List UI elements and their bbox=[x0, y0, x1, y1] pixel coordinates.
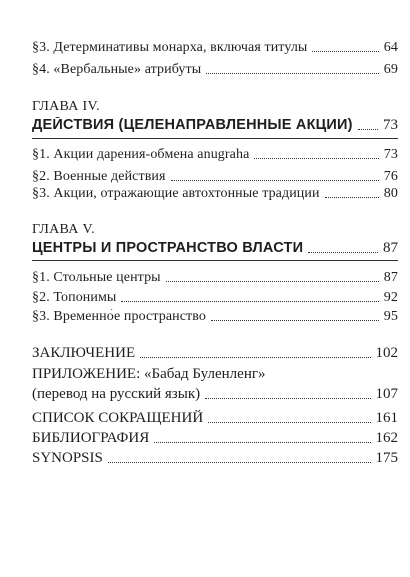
toc-entry-title: §1. Акции дарения-обмена anugraha bbox=[32, 147, 250, 162]
toc-entry-page: 92 bbox=[383, 290, 398, 305]
toc-entry-page: 107 bbox=[375, 386, 398, 402]
toc-entry-page: 87 bbox=[383, 240, 398, 256]
chapter-five-label: ГЛАВА V. bbox=[32, 222, 95, 237]
toc-entry-capital-centers[interactable] bbox=[32, 270, 398, 286]
toc-entry-title: §4. «Вербальные» атрибуты bbox=[32, 62, 202, 77]
toc-chapter-five[interactable] bbox=[32, 240, 398, 257]
dot-leader bbox=[205, 398, 370, 399]
toc-entry-temporal-space[interactable] bbox=[32, 309, 398, 325]
toc-entry-title: §2. Военные действия bbox=[32, 169, 166, 184]
toc-entry-page: 87 bbox=[383, 270, 398, 285]
dot-leader bbox=[211, 320, 379, 321]
dot-leader bbox=[171, 180, 379, 181]
toc-entry-page: 161 bbox=[375, 410, 398, 426]
dot-leader bbox=[358, 129, 378, 130]
toc-entry-page: 64 bbox=[383, 40, 398, 55]
dot-leader bbox=[140, 357, 370, 358]
dot-leader bbox=[108, 462, 371, 463]
dot-leader bbox=[121, 301, 378, 302]
chapter-divider bbox=[32, 260, 398, 261]
toc-entry-toponyms[interactable] bbox=[32, 290, 398, 306]
toc-entry-appendix[interactable] bbox=[32, 386, 398, 403]
toc-entry-title: SYNOPSIS bbox=[32, 450, 103, 466]
toc-entry-title: §3. Детерминативы монарха, включая титулы bbox=[32, 40, 308, 55]
toc-entry-abbreviations[interactable] bbox=[32, 410, 398, 427]
dot-leader bbox=[325, 197, 379, 198]
toc-entry-page: 69 bbox=[383, 62, 398, 77]
dot-leader bbox=[208, 422, 370, 423]
toc-entry-appendix-line1[interactable]: ПРИЛОЖЕНИЕ: «Бабад Буленленг» bbox=[32, 366, 266, 382]
dot-leader bbox=[154, 442, 370, 443]
dot-leader bbox=[206, 73, 379, 74]
toc-entry-autochthonous[interactable] bbox=[32, 186, 398, 202]
toc-entry-page: 162 bbox=[375, 430, 398, 446]
toc-entry-anugraha[interactable] bbox=[32, 147, 398, 163]
toc-entry-military-actions[interactable] bbox=[32, 169, 398, 185]
dot-leader bbox=[166, 281, 379, 282]
toc-entry-page: 76 bbox=[383, 169, 398, 184]
toc-entry-verbal-attributes[interactable] bbox=[32, 62, 398, 78]
toc-entry-title: ЗАКЛЮЧЕНИЕ bbox=[32, 345, 136, 361]
toc-entry-title: СПИСОК СОКРАЩЕНИЙ bbox=[32, 410, 204, 426]
toc-entry-title: §2. Топонимы bbox=[32, 290, 117, 305]
toc-entry-title: §1. Стольные центры bbox=[32, 270, 161, 285]
toc-entry-page: 175 bbox=[375, 450, 398, 466]
toc-chapter-four[interactable] bbox=[32, 117, 398, 134]
chapter-five-title: ЦЕНТРЫ И ПРОСТРАНСТВО ВЛАСТИ bbox=[32, 240, 304, 256]
chapter-divider bbox=[32, 138, 398, 139]
toc-entry-page: 73 bbox=[383, 117, 398, 133]
toc-entry-title: §3. Акции, отражающие автохтонные традиции bbox=[32, 186, 320, 201]
toc-entry-conclusion[interactable] bbox=[32, 345, 398, 362]
toc-entry-page: 73 bbox=[383, 147, 398, 162]
dot-leader bbox=[254, 158, 378, 159]
chapter-four-title: ДЕЙСТВИЯ (ЦЕЛЕНАПРАВЛЕННЫЕ АКЦИИ) bbox=[32, 117, 353, 133]
dot-leader bbox=[308, 252, 378, 253]
toc-entry-page: 102 bbox=[375, 345, 398, 361]
toc-entry-page: 95 bbox=[383, 309, 398, 324]
dot-leader bbox=[312, 51, 378, 52]
toc-entry-bibliography[interactable] bbox=[32, 430, 398, 447]
toc-entry-synopsis[interactable] bbox=[32, 450, 398, 467]
toc-entry-title: БИБЛИОГРАФИЯ bbox=[32, 430, 150, 446]
chapter-four-label: ГЛАВА IV. bbox=[32, 99, 100, 114]
toc-entry-title-line2: (перевод на русский язык) bbox=[32, 386, 201, 402]
toc-entry-determinatives[interactable] bbox=[32, 40, 398, 56]
toc-entry-page: 80 bbox=[383, 186, 398, 201]
toc-entry-title: §3. Временно́е пространство bbox=[32, 309, 206, 324]
